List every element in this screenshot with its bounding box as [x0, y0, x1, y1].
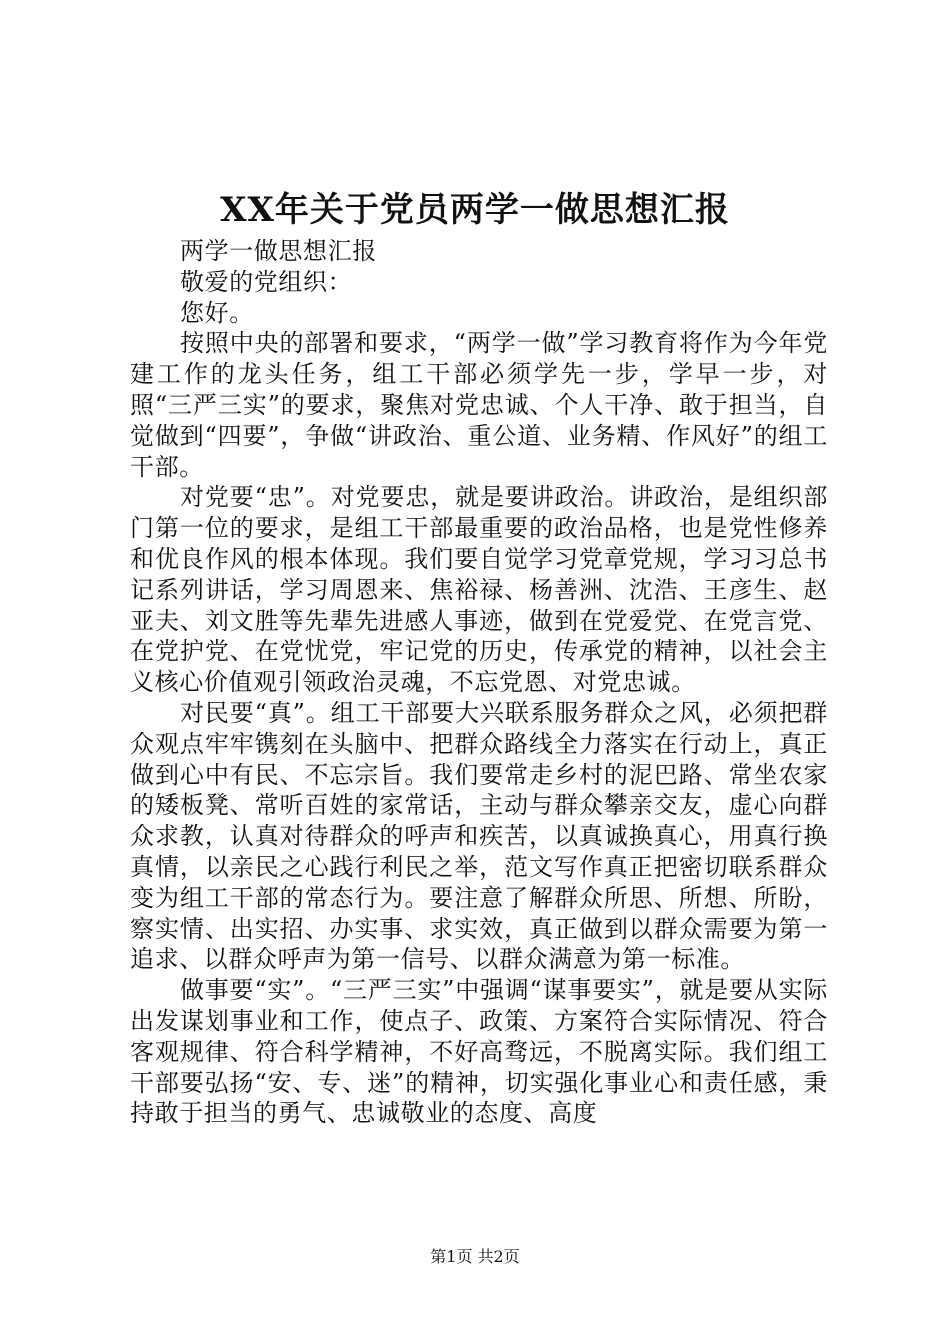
paragraph-greeting: 您好。: [180, 298, 254, 327]
page-footer: 第1页 共2页: [430, 1247, 520, 1266]
document-body: [130, 236, 828, 1129]
document-title: XX年关于党员两学一做思想汇报: [220, 190, 730, 230]
paragraph-people: 对民要“真”。组工干部要大兴联系服务群众之风，必须把群众观点牢牢镌刻在头脑中、把群众路线全力落实在行动上，真正做到心中有民、不忘宗旨。我们要常走乡村的泥巴路、常坐农家的矮板凳、常听百姓的家常话，主动与群众攀亲交友，虚心向群众求教，认真对待群众的呼声和疾苦，以真诚换真心，用真行换真情，以亲民之心践行利民之举，范文写作真正把密切联系群众变为组工干部的常态行为。要注意了解群众所思、所想、所盼，察实情、出实招、办实事、求实效，真正做到以群众需要为第一追求、以群众呼声为第一信号、以群众满意为第一标准。: [130, 698, 828, 974]
paragraph-intro: 按照中央的部署和要求，“两学一做”学习教育将作为今年党建工作的龙头任务，组工干部必须学先一步，学早一步，对照“三严三实”的要求，聚焦对党忠诚、个人干净、敢于担当，自觉做到“四要”，争做“讲政治、重公道、业务精、作风好”的组工干部。: [130, 329, 828, 481]
paragraph-salutation: 敬爱的党组织：: [180, 267, 353, 296]
paragraph-practice: 做事要“实”。“三严三实”中强调“谋事要实”，就是要从实际出发谋划事业和工作，使点子、政策、方案符合实际情况、符合客观规律、符合科学精神，不好高骛远，不脱离实际。我们组工干部要弘扬“安、专、迷”的精神，切实强化事业心和责任感，秉持敢于担当的勇气、忠诚敬业的态度、高度: [130, 976, 828, 1128]
paragraph-heading: 两学一做思想汇报: [180, 237, 377, 265]
paragraph-loyalty: 对党要“忠”。对党要忠，就是要讲政治。讲政治，是组织部门第一位的要求，是组工干部最重要的政治品格，也是党性修养和优良作风的根本体现。我们要自觉学习党章党规，学习习总书记系列讲话，学习周恩来、焦裕禄、杨善洲、沈浩、王彦生、赵亚夫、刘文胜等先辈先进感人事迹，做到在党爱党、在党言党、在党护党、在党忧党，牢记党的历史，传承党的精神，以社会主义核心价值观引领政治灵魂，不忘党恩、对党忠诚。: [130, 483, 828, 697]
